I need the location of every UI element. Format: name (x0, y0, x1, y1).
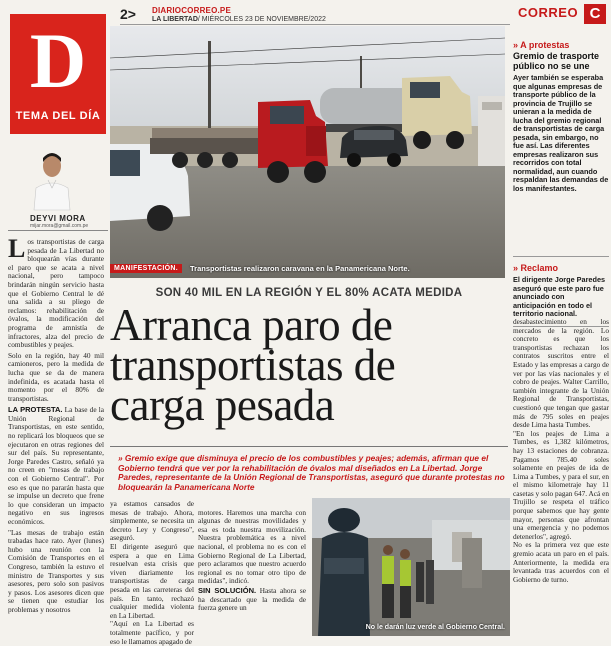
section-label: TEMA DEL DÍA (15, 110, 101, 122)
article-deck: » Gremio exige que disminuya el precio de los combustibles y peajes; además, afirman que el Gobierno tendrá que ver por la rehabilitación de óvalos mal diseñados en La Libertad. Jorge Paredes, representante de la Unión Regional de Transportistas, aseguró que durante protestas no bloquearán la Panamericana Norte (118, 453, 505, 492)
main-photo (110, 26, 505, 278)
article-column-mid-1: ya estamos cansados de mesas de trabajo. Ahora, simplemente, se necesita un decreto Ley y Congreso", aseguró. El dirigente aseguró que espera a que en Lima resuelvan esta crisis que viven diariamente los transportistas de carga pesada en las carreteras del país. En tanto, rechazó cualquier medida violenta en La Libertad. "Aquí en La Libertad es totalmente pacífico, y por eso le llamamos apagado de (110, 499, 194, 646)
paragraph: "Las mesas de trabajo están trabadas hace rato. Ayer (lunes) hubo una reunión con la Comisión de Transportes en el Congreso, también la estuvo el ministro de Transportes y sus asesores, pero solo son pasivos y pasos. Los asesores dicen que se tienen que estudiar los problemas y nosotros (8, 527, 104, 614)
brand-letter: C (584, 4, 606, 24)
date: / MIÉRCOLES 23 DE NOVIEMBRE/2022 (197, 16, 326, 23)
sidebar-body: El dirigente Jorge Paredes aseguró que este paro fue anunciado con anticipación en todo el territorio nacional. (513, 275, 606, 318)
side-photo-caption: No le darán luz verde al Gobierno Central. (365, 624, 505, 631)
masthead-rule (120, 24, 510, 25)
paragraph: os transportistas de carga pesada de La Libertad no bloquearán vías durante el paro que se acata a nivel nacional, pero tampoco brindarán ningún servicio hasta que el Gobierno Central le dé una salida a su pliego de reclamos: rehabilitación de óvalos, la modificación del programa de amnistía de infractores, alza del precio de combustibles y peajes. (8, 237, 104, 350)
headline-line: transportistas de (110, 340, 396, 390)
sidebar-box-protests (513, 40, 609, 193)
author-rule (8, 230, 108, 231)
sidebar-kicker: » Reclamo (513, 263, 559, 273)
photo-caption: Transportistas realizaron caravana en la Panamericana Norte. (190, 264, 410, 273)
location: LA LIBERTAD (152, 16, 198, 23)
headline-line: carga pesada (110, 380, 335, 430)
paragraph: La base de la Unión Regional de Transportistas, en este sentido, no replicará los bloqueos que se ejecutaron en otras regiones del sur del país. Su representante, Jorge Paredes Castro, señaló ya no creen en "mesas de trabajo con el Gobierno Central". Por eso es que no pararán hasta que se impulse un decreto que frene lo que consideran un impacto negativo en sus ingresos económicos. (8, 405, 104, 526)
page-number: 2> (120, 6, 136, 22)
section-logo (10, 14, 106, 134)
sidebar-rule (513, 326, 609, 327)
sidebar-title: Gremio de trasporte público no se une (513, 51, 600, 71)
sidebar-box-complaint (513, 263, 609, 319)
dateline (152, 16, 326, 23)
brand-name: CORREO (518, 5, 579, 20)
headline-line: Arranca paro de (110, 300, 393, 350)
article-column-left (8, 234, 104, 617)
article-column-right: desabastecimiento en los mercados de la región. Lo concreto es que los transportistas rechazan los contratos suscritos entre el Estado y las empresas a cargo de ver por las vías nacionales y el cobro de peajes. Walter Carrillo, también integrante de la Unión Regional de Transportistas, cuestionó que tengan que gastar más de 795 soles en peajes desde Lima hasta Tumbes. "En los peajes de Lima a Tumbes, es 1,382 kilómetros, hay 13 estaciones de cobranza. Pagamos 785.40 soles solamente en peajes de ida de Lima a Tumbes, y para el sur, en el mismo kilometraje hay 11 casetas y solo pagan 647. Acá en Trujillo se respeta el tráfico porque sabemos que hay gente mayor, personas que afrontan una emergencia y no podemos detenerlos", agregó. No es la primera vez que este gremio acata un paro en el país. Anteriormente, la medida era levantada tras acuerdos con el Gobierno de turno. (513, 317, 609, 584)
paragraph: motores. Haremos una marcha con algunas de nuestras movilidades y esa es toda nuestra movilización. Nuestra problemática es a nivel nacional, el problema no es con el Gobierno Regional de La Libertad, pero aclaramos que nuestro acuerdo regional es no tomar otro tipo de medidas", indicó. (198, 507, 306, 586)
sidebar-body: Ayer también se esperaba que algunas empresas de transporte público de la provincia de Trujillo se unieran a la medida de lucha del gremio regional de transportistas de carga pesada, sin embargo, no fue así. Las diferentes empresas realizaron sus recorridos con total normalidad, aun cuando respaldan las demandas de los manifestantes. (513, 73, 609, 193)
site-name: DIARIOCORREO.PE (152, 6, 232, 15)
photo-caption-tag: MANIFESTACIÓN. (110, 264, 182, 273)
article-column-mid-2 (198, 500, 306, 613)
paragraph: Solo en la región, hay 40 mil camioneros, pero la medida de lucha que se da de manera indefinida, es acatada hasta el momento por el 80% de transportistas. (8, 350, 104, 403)
paragraph: Hasta ahora se ha descartado que la medida de fuerza genere un (198, 585, 306, 613)
brand-logo (518, 4, 610, 26)
masthead (120, 6, 520, 24)
author-name: DEYVI MORA (30, 214, 86, 223)
author-photo (32, 148, 72, 210)
article-kicker: SON 40 MIL EN LA REGIÓN Y EL 80% ACATA MEDIDA (155, 287, 463, 299)
sidebar-rule (513, 256, 609, 257)
section-letter: D (29, 17, 87, 104)
drop-cap: L (8, 234, 26, 263)
subhead: LA PROTESTA. (8, 405, 63, 415)
sidebar-kicker: » A protestas (513, 40, 570, 50)
side-photo (312, 498, 510, 636)
headline-rule (110, 446, 508, 447)
article-headline (110, 300, 508, 430)
author-email: mijar.mora@gmail.com.pe (30, 223, 89, 229)
subhead: SIN SOLUCIÓN. (198, 585, 257, 595)
